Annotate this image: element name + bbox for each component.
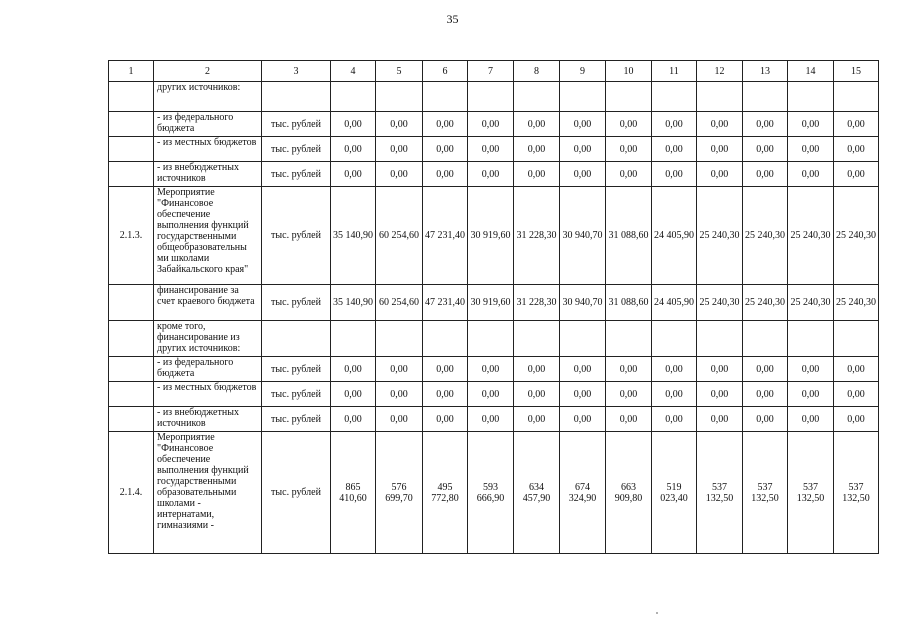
value-cell (331, 321, 376, 357)
value-cell: 0,00 (834, 407, 879, 432)
value-cell (652, 82, 697, 112)
value-cell: 0,00 (697, 112, 743, 137)
value-cell (514, 321, 560, 357)
value-cell: 663 909,80 (606, 432, 652, 554)
value-cell: 0,00 (652, 357, 697, 382)
row-name-cell: - из федерального бюджета (154, 112, 262, 137)
row-unit-cell: тыс. рублей (262, 187, 331, 285)
value-cell: 674 324,90 (560, 432, 606, 554)
value-cell (743, 82, 788, 112)
value-cell: 0,00 (697, 382, 743, 407)
row-code-cell (109, 162, 154, 187)
value-cell: 0,00 (331, 407, 376, 432)
value-cell: 0,00 (788, 382, 834, 407)
value-cell (606, 82, 652, 112)
value-cell: 0,00 (697, 357, 743, 382)
value-cell: 0,00 (376, 407, 423, 432)
value-cell: 31 228,30 (514, 285, 560, 321)
value-cell (697, 321, 743, 357)
row-code-cell: 2.1.4. (109, 432, 154, 554)
row-code-cell (109, 82, 154, 112)
row-code-cell (109, 407, 154, 432)
value-cell: 634 457,90 (514, 432, 560, 554)
value-cell: 0,00 (652, 382, 697, 407)
row-name-cell: кроме того, финансирование из других источников: (154, 321, 262, 357)
value-cell: 0,00 (788, 162, 834, 187)
value-cell: 0,00 (423, 357, 468, 382)
value-cell: 24 405,90 (652, 285, 697, 321)
value-cell: 0,00 (331, 382, 376, 407)
column-number-9: 9 (560, 61, 606, 82)
value-cell (560, 321, 606, 357)
table-row (109, 82, 879, 112)
budget-table (108, 60, 879, 554)
value-cell: 47 231,40 (423, 285, 468, 321)
value-cell: 30 919,60 (468, 285, 514, 321)
value-cell: 0,00 (743, 112, 788, 137)
value-cell: 0,00 (788, 357, 834, 382)
value-cell: 0,00 (560, 382, 606, 407)
value-cell: 495 772,80 (423, 432, 468, 554)
value-cell: 0,00 (606, 162, 652, 187)
row-name-cell: Мероприятие "Финансовое обеспечение выполнения функций государственными образовательными школами - интернатами, гимназиями - (154, 432, 262, 554)
value-cell: 0,00 (743, 162, 788, 187)
value-cell: 0,00 (514, 357, 560, 382)
value-cell: 0,00 (423, 137, 468, 162)
column-number-3: 3 (262, 61, 331, 82)
column-number-4: 4 (331, 61, 376, 82)
value-cell: 0,00 (560, 407, 606, 432)
value-cell: 0,00 (468, 112, 514, 137)
value-cell: 537 132,50 (788, 432, 834, 554)
row-unit-cell: тыс. рублей (262, 382, 331, 407)
value-cell: 0,00 (468, 407, 514, 432)
table-row (109, 357, 879, 382)
value-cell: 0,00 (606, 357, 652, 382)
value-cell: 0,00 (606, 382, 652, 407)
value-cell (423, 321, 468, 357)
value-cell: 25 240,30 (697, 187, 743, 285)
row-unit-cell: тыс. рублей (262, 112, 331, 137)
column-number-5: 5 (376, 61, 423, 82)
row-unit-cell: тыс. рублей (262, 407, 331, 432)
value-cell: 60 254,60 (376, 285, 423, 321)
value-cell: 25 240,30 (743, 187, 788, 285)
value-cell (560, 82, 606, 112)
value-cell: 25 240,30 (834, 285, 879, 321)
value-cell: 0,00 (560, 357, 606, 382)
value-cell: 0,00 (514, 137, 560, 162)
value-cell: 25 240,30 (788, 187, 834, 285)
value-cell: 0,00 (331, 357, 376, 382)
column-number-12: 12 (697, 61, 743, 82)
value-cell (468, 82, 514, 112)
value-cell (376, 321, 423, 357)
row-unit-cell: тыс. рублей (262, 432, 331, 554)
value-cell: 593 666,90 (468, 432, 514, 554)
value-cell (788, 82, 834, 112)
row-code-cell (109, 357, 154, 382)
value-cell: 30 940,70 (560, 187, 606, 285)
value-cell (606, 321, 652, 357)
row-code-cell (109, 285, 154, 321)
row-code-cell (109, 137, 154, 162)
value-cell: 0,00 (376, 112, 423, 137)
value-cell: 0,00 (423, 162, 468, 187)
row-name-cell: - из внебюджетных источников (154, 407, 262, 432)
column-number-2: 2 (154, 61, 262, 82)
row-code-cell (109, 382, 154, 407)
row-unit-cell: тыс. рублей (262, 357, 331, 382)
value-cell: 576 699,70 (376, 432, 423, 554)
row-unit-cell (262, 321, 331, 357)
value-cell: 0,00 (697, 162, 743, 187)
table-row (109, 112, 879, 137)
value-cell: 0,00 (468, 162, 514, 187)
value-cell: 0,00 (606, 112, 652, 137)
value-cell: 0,00 (788, 137, 834, 162)
column-number-8: 8 (514, 61, 560, 82)
value-cell: 30 919,60 (468, 187, 514, 285)
scan-speck (656, 612, 658, 614)
column-number-10: 10 (606, 61, 652, 82)
value-cell: 0,00 (331, 112, 376, 137)
value-cell: 0,00 (743, 407, 788, 432)
value-cell: 0,00 (697, 407, 743, 432)
row-name-cell: - из местных бюджетов (154, 382, 262, 407)
value-cell (697, 82, 743, 112)
row-code-cell (109, 321, 154, 357)
value-cell: 0,00 (560, 112, 606, 137)
value-cell: 0,00 (514, 162, 560, 187)
value-cell: 0,00 (743, 382, 788, 407)
column-number-14: 14 (788, 61, 834, 82)
value-cell: 0,00 (743, 357, 788, 382)
value-cell (834, 82, 879, 112)
row-code-cell (109, 112, 154, 137)
value-cell (834, 321, 879, 357)
column-number-13: 13 (743, 61, 788, 82)
value-cell (514, 82, 560, 112)
column-number-row (109, 61, 879, 82)
value-cell: 35 140,90 (331, 187, 376, 285)
column-number-6: 6 (423, 61, 468, 82)
value-cell: 0,00 (788, 407, 834, 432)
value-cell (788, 321, 834, 357)
value-cell: 0,00 (468, 357, 514, 382)
value-cell: 0,00 (376, 137, 423, 162)
value-cell: 35 140,90 (331, 285, 376, 321)
measure-row (109, 187, 879, 285)
value-cell: 0,00 (834, 162, 879, 187)
value-cell: 0,00 (834, 382, 879, 407)
value-cell (331, 82, 376, 112)
value-cell: 0,00 (376, 357, 423, 382)
value-cell: 0,00 (652, 112, 697, 137)
value-cell: 0,00 (697, 137, 743, 162)
value-cell: 0,00 (468, 382, 514, 407)
row-unit-cell: тыс. рублей (262, 137, 331, 162)
row-name-cell: - из местных бюджетов (154, 137, 262, 162)
row-unit-cell: тыс. рублей (262, 162, 331, 187)
value-cell: 31 088,60 (606, 285, 652, 321)
value-cell: 0,00 (423, 407, 468, 432)
value-cell: 865 410,60 (331, 432, 376, 554)
value-cell: 47 231,40 (423, 187, 468, 285)
value-cell: 0,00 (743, 137, 788, 162)
column-number-11: 11 (652, 61, 697, 82)
value-cell: 0,00 (423, 382, 468, 407)
value-cell: 0,00 (834, 112, 879, 137)
row-name-cell: финансирование за счет краевого бюджета (154, 285, 262, 321)
row-name-cell: - из внебюджетных источников (154, 162, 262, 187)
value-cell: 0,00 (834, 137, 879, 162)
value-cell: 0,00 (560, 137, 606, 162)
row-name-cell: других источников: (154, 82, 262, 112)
measure-row (109, 432, 879, 554)
table-row (109, 321, 879, 357)
value-cell: 0,00 (834, 357, 879, 382)
row-unit-cell: тыс. рублей (262, 285, 331, 321)
value-cell: 537 132,50 (743, 432, 788, 554)
value-cell: 0,00 (468, 137, 514, 162)
value-cell (652, 321, 697, 357)
value-cell: 31 228,30 (514, 187, 560, 285)
row-name-cell: - из федерального бюджета (154, 357, 262, 382)
value-cell: 24 405,90 (652, 187, 697, 285)
table-row (109, 162, 879, 187)
value-cell: 0,00 (514, 382, 560, 407)
value-cell: 0,00 (376, 382, 423, 407)
value-cell: 537 132,50 (697, 432, 743, 554)
value-cell: 537 132,50 (834, 432, 879, 554)
row-unit-cell (262, 82, 331, 112)
value-cell: 0,00 (514, 407, 560, 432)
value-cell: 0,00 (423, 112, 468, 137)
value-cell: 0,00 (652, 407, 697, 432)
value-cell: 0,00 (376, 162, 423, 187)
value-cell: 30 940,70 (560, 285, 606, 321)
value-cell: 25 240,30 (788, 285, 834, 321)
column-number-1: 1 (109, 61, 154, 82)
column-number-7: 7 (468, 61, 514, 82)
value-cell: 25 240,30 (697, 285, 743, 321)
row-name-cell: Мероприятие "Финансовое обеспечение выполнения функций государственными общеобразовательны ми школами Забайкальского края" (154, 187, 262, 285)
table-row (109, 137, 879, 162)
table-row (109, 407, 879, 432)
value-cell (423, 82, 468, 112)
value-cell: 0,00 (652, 162, 697, 187)
value-cell: 25 240,30 (743, 285, 788, 321)
page-number: 35 (446, 12, 459, 26)
value-cell: 519 023,40 (652, 432, 697, 554)
value-cell: 60 254,60 (376, 187, 423, 285)
table-row (109, 382, 879, 407)
value-cell: 25 240,30 (834, 187, 879, 285)
value-cell: 0,00 (331, 162, 376, 187)
value-cell: 0,00 (514, 112, 560, 137)
value-cell (468, 321, 514, 357)
value-cell: 0,00 (560, 162, 606, 187)
value-cell: 0,00 (606, 137, 652, 162)
value-cell (376, 82, 423, 112)
value-cell: 0,00 (331, 137, 376, 162)
value-cell (743, 321, 788, 357)
value-cell: 0,00 (788, 112, 834, 137)
value-cell: 0,00 (652, 137, 697, 162)
column-number-15: 15 (834, 61, 879, 82)
table-row (109, 285, 879, 321)
value-cell: 31 088,60 (606, 187, 652, 285)
row-code-cell: 2.1.3. (109, 187, 154, 285)
value-cell: 0,00 (606, 407, 652, 432)
